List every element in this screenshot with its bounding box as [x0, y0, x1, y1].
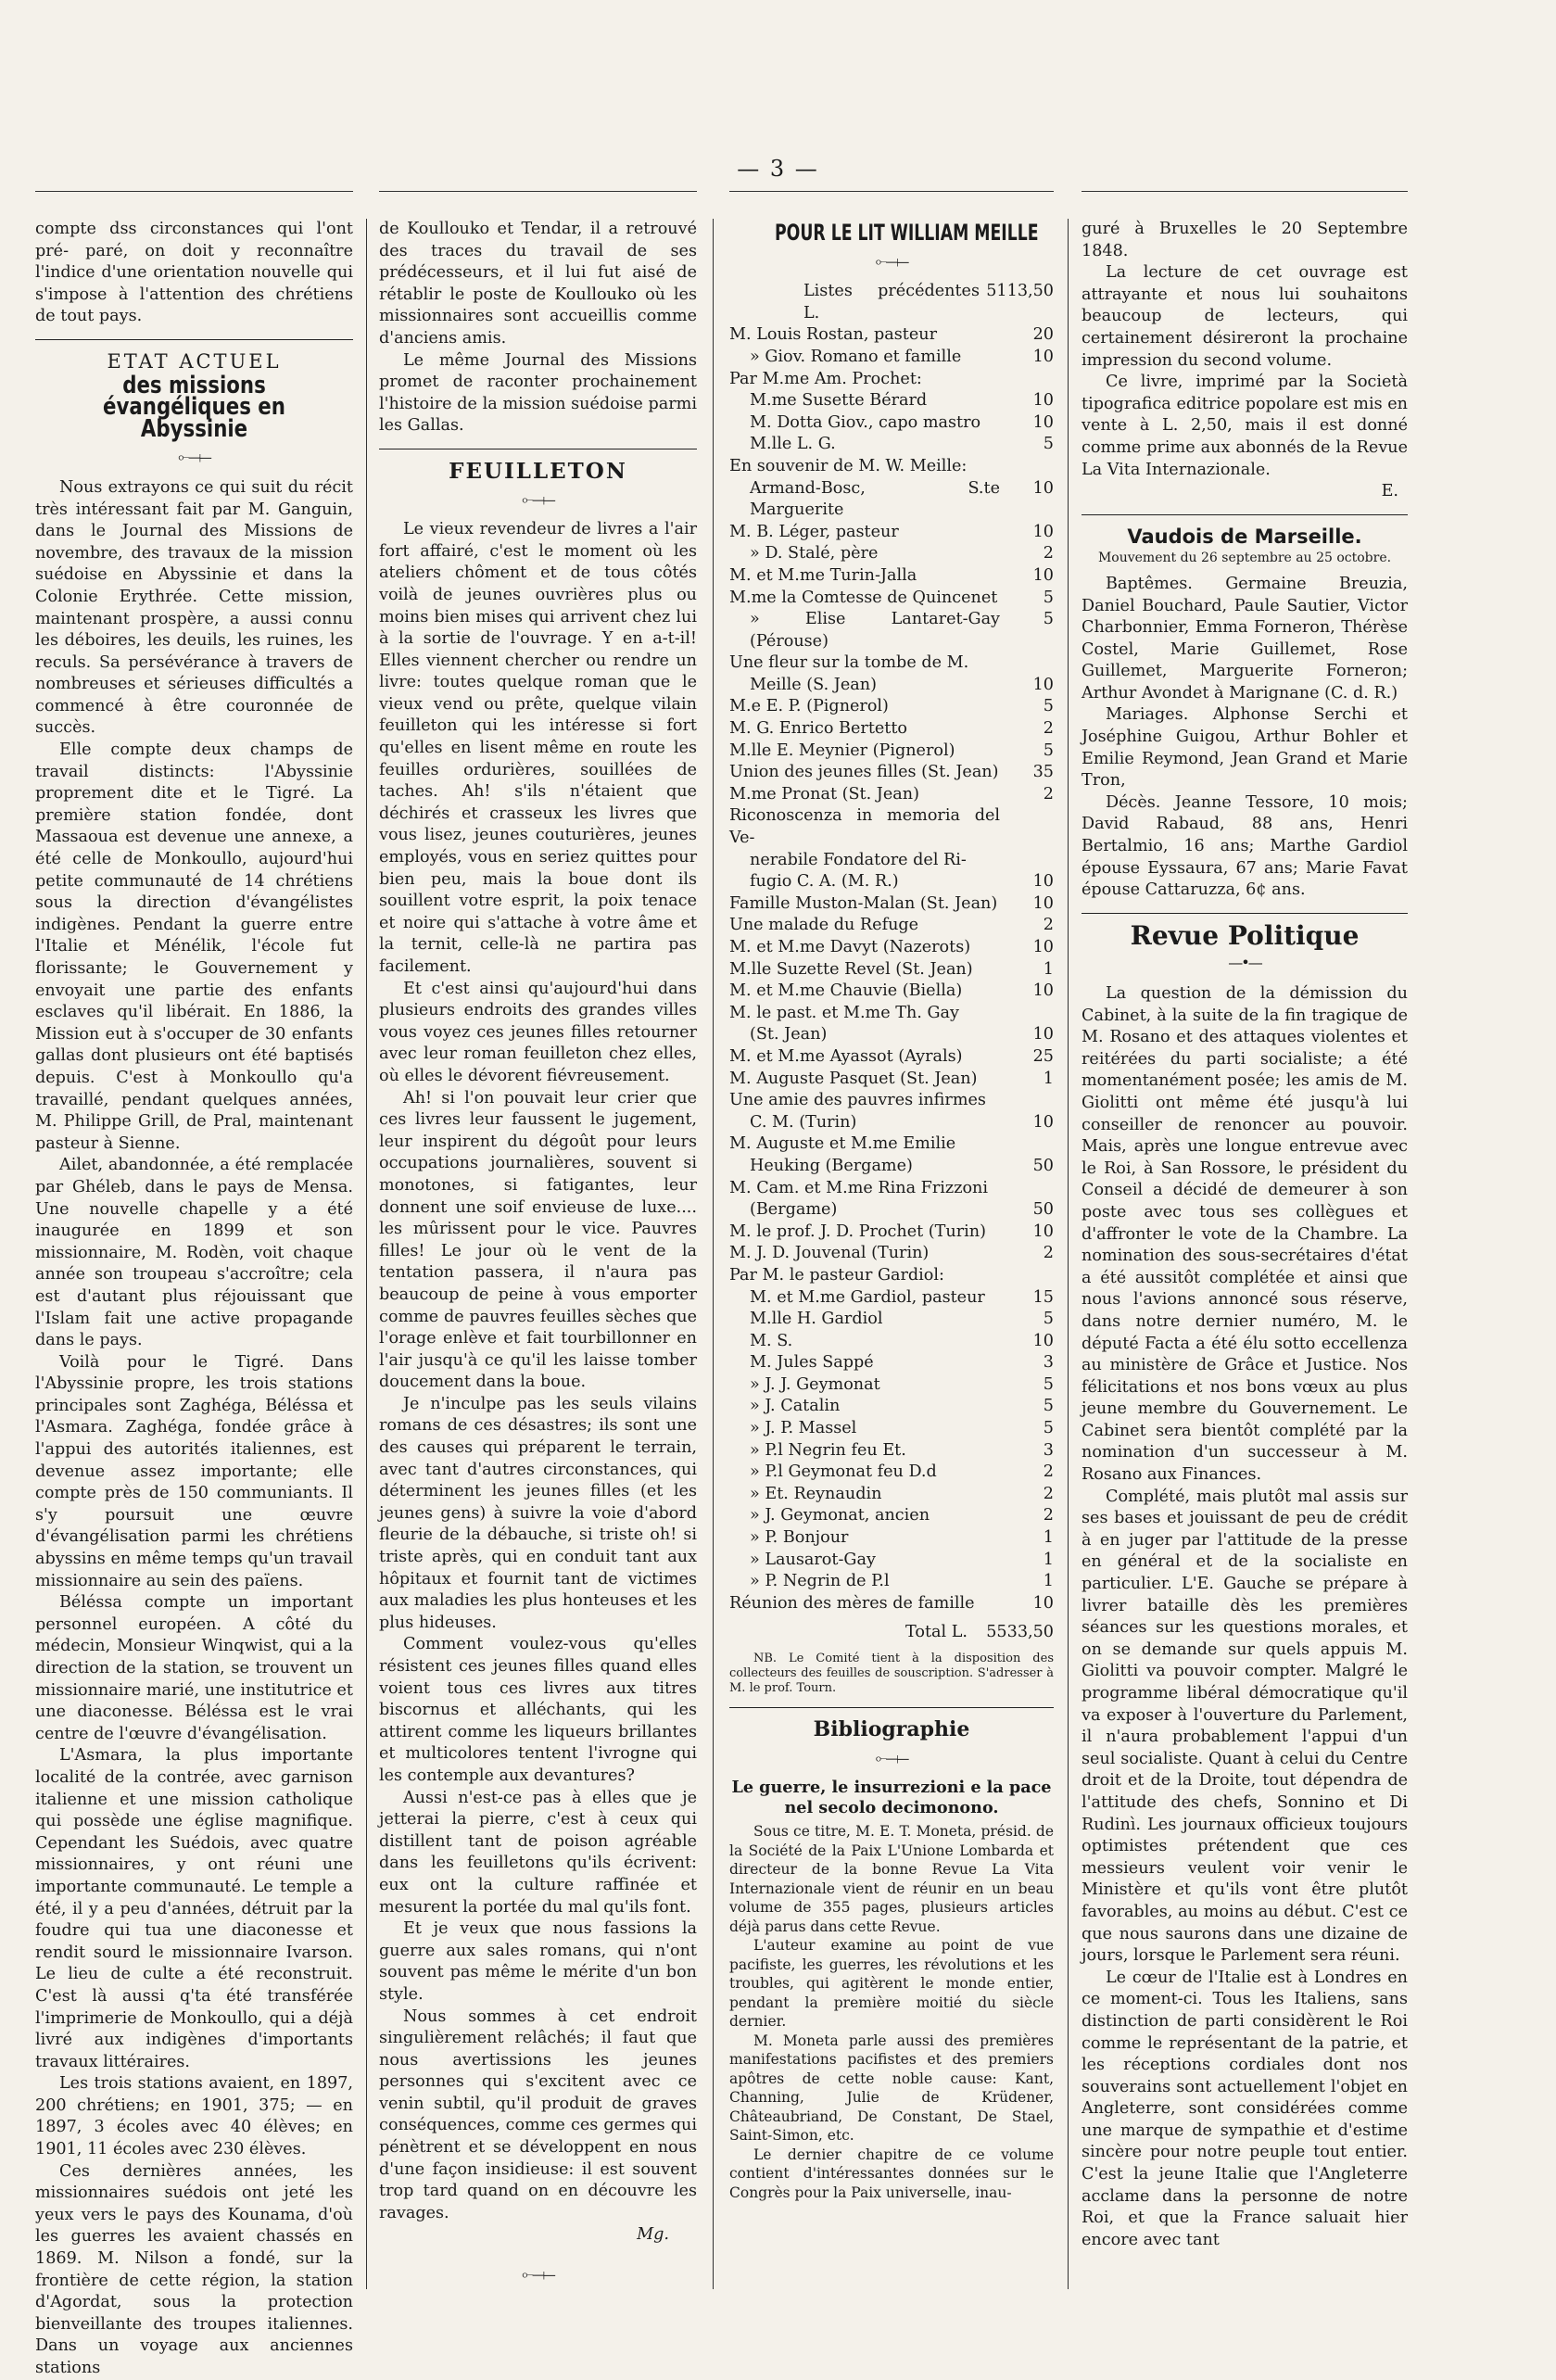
item-label: Une fleur sur la tombe de M. — [729, 653, 969, 673]
top-rule — [1082, 191, 1408, 192]
item-amount: 15 — [1032, 1287, 1054, 1307]
item-amount: 1 — [1043, 959, 1054, 979]
column-2 — [379, 219, 697, 2308]
item-label: » J. P. Massel — [750, 1419, 857, 1438]
listes-amount: 5113,50 — [986, 282, 1054, 301]
list-item — [729, 1550, 1054, 1572]
list-item — [729, 1046, 1054, 1069]
item-amount: 10 — [1032, 347, 1054, 366]
paragraph: Nous sommes à cet endroit singulièrement relâchés; il faut que nous avertissions les jeunes personnes qui s'excitent avec ce venin subtil, qu'il produit de graves conséquences, comme ces germes qui pénètrent et se développent en nous d'une façon insidieuse: il est souvent trop tard quand on en découvre les ravages. — [379, 2007, 697, 2222]
item-amount: 1 — [1043, 1550, 1054, 1569]
item-amount: 10 — [1032, 1112, 1054, 1132]
item-label: Une amie des pauvres infirmes — [729, 1091, 986, 1110]
section-rule — [729, 1707, 1054, 1708]
item-label: M. et M.me Turin-Jalla — [729, 565, 917, 585]
item-label: Une malade du Refuge — [729, 916, 919, 935]
item-amount: 10 — [1032, 1025, 1054, 1044]
item-label: » Lausarot-Gay — [750, 1550, 876, 1569]
paragraph: Et je veux que nous fassions la guerre aux sales romans, qui n'ont souvent pas même le mérite d'un bon style. — [379, 1919, 697, 2004]
list-item — [729, 456, 1054, 478]
list-item — [729, 588, 1054, 610]
item-label: M. J. D. Jouvenal (Turin) — [729, 1244, 930, 1263]
list-item — [729, 1156, 1054, 1178]
column-4 — [1082, 219, 1408, 2308]
item-amount: 35 — [1032, 763, 1054, 782]
list-item — [729, 1593, 1054, 1615]
listes-label: Listes précédentes L. — [803, 282, 980, 323]
list-item — [729, 1287, 1054, 1310]
item-amount — [1000, 1090, 1054, 1112]
list-item — [729, 1484, 1054, 1506]
item-label: C. M. (Turin) — [750, 1112, 857, 1132]
paragraph: M. Moneta parle aussi des premières manifestations pacifistes et des premiers apôtres de cette noble cause: Kant, Channing, Julie de Krüdener, Châteaubriand, De Constant, De Stael, Saint-Simon, etc. — [729, 2032, 1054, 2145]
list-item — [729, 390, 1054, 412]
item-label: M.me Susette Bérard — [750, 391, 928, 411]
list-item — [729, 412, 1054, 435]
page-number: — 3 — — [737, 156, 819, 182]
item-amount: 2 — [1043, 784, 1054, 804]
article-continuation: compte dss circonstances qui l'ont pré- paré, on doit y reconnaître l'indice d'une orientation nouvelle qui s'impose à l'attention des chrétiens de tout pays. — [35, 220, 353, 326]
list-item — [729, 347, 1054, 369]
item-amount: 1 — [1043, 1069, 1054, 1088]
paragraph: Ailet, abandonnée, a été remplacée par Ghéleb, dans le pays de Mensa. Une nouvelle chapelle y a été inaugurée en 1899 et son missionnaire, M. Rodèn, voit chaque année son troupeau s'accroître; cela est d'autant plus réjouissant que l'Islam fait une active propagande dans le pays. — [35, 1156, 353, 1350]
column-divider — [1068, 219, 1069, 2289]
item-amount — [1000, 1265, 1054, 1287]
item-amount: 3 — [1043, 1440, 1054, 1460]
item-label: M. B. Léger, pasteur — [729, 522, 899, 541]
item-label: Famille Muston-Malan (St. Jean) — [729, 893, 998, 913]
ornament-divider: —•— — [1228, 954, 1261, 972]
item-amount: 2 — [1043, 1506, 1054, 1525]
item-label: » P. Bonjour — [750, 1528, 849, 1548]
subscription-rows — [729, 324, 1054, 1614]
list-item — [729, 1112, 1054, 1134]
column-3 — [729, 219, 1054, 2308]
paragraph: Décès. Jeanne Tessore, 10 mois; David Rabaud, 88 ans, Henri Bertalmio, 16 ans; Marthe Gardiol épouse Eyssaura, 67 ans; Marie Favat épouse Cattaruzza, 6¢ ans. — [1082, 792, 1408, 900]
list-item — [729, 1199, 1054, 1222]
paragraph: Complété, mais plutôt mal assis sur ses bases et jouissant de peu de crédit à en juger par l'attitude de la presse en général et de la socialiste en particulier. L'E. Gauche se prépare à livrer bataille dès les premières séances sur les questions morales, et on se demande sur quels appuis M. Giolitti va pouvoir compter. Malgré le programme libéral démocratique qu'il va exposer à l'ouverture du Parlement, il n'aura probablement l'appui d'un seul socialiste. Quant à celui du Centre droit et de la Droite, tout dépendra de l'attitude des chefs, Sonnino et Di Rudinì. Les journaux officieux toujours optimistes prétendent que ces messieurs veulent voir venir le Ministère et qu'ils vont être plutôt favorables, au moins au début. C'est ce que nous saurons dans une dizaine de jours, lorsque le Parlement sera réuni. — [1082, 1487, 1408, 1966]
paragraph: Je n'inculpe pas les seuls vilains romans de ces désastres; ils sont une des causes qui préparent le terrain, avec tant d'autres circonstances, qui déterminent les jeunes filles (et les jeunes gens) à suivre la voie d'abord fleurie de la débauche, si triste oh! si triste après, qui en conduit tant aux hôpitaux et fournit tant de victimes aux maladies les plus honteuses et les plus hideuses. — [379, 1394, 697, 1632]
list-item — [729, 893, 1054, 916]
article-headline: des missions évangéliques en Abyssinie — [103, 371, 285, 443]
item-label: M. et M.me Gardiol, pasteur — [750, 1287, 985, 1307]
item-label: M. S. — [750, 1331, 793, 1350]
item-label: M. Auguste Pasquet (St. Jean) — [729, 1069, 978, 1088]
list-item — [729, 478, 1054, 522]
item-amount — [1000, 456, 1054, 478]
item-amount: 10 — [1032, 981, 1054, 1001]
item-label: M. et M.me Chauvie (Biella) — [729, 981, 963, 1001]
section-rule — [1082, 913, 1408, 914]
list-item — [729, 522, 1054, 544]
top-rule — [35, 191, 353, 192]
item-amount: 10 — [1032, 478, 1054, 498]
top-rule — [729, 191, 1054, 192]
item-amount: 10 — [1032, 675, 1054, 694]
list-item — [729, 324, 1054, 347]
item-label: M. G. Enrico Bertetto — [729, 719, 908, 739]
subscription-list — [729, 281, 1054, 1644]
list-item — [729, 565, 1054, 588]
paragraph: L'Asmara, la plus importante localité de la contrée, avec garnison italienne et une mission catholique qui possède une église magnifique. Cependant les Suédois, avec quatre missionnaires, y ont réuni une importante communauté. Le temple a été, il y a peu d'années, détruit par la foudre qui tua une diaconesse et rendit sourd le missionnaire Ivarson. Le lieu de culte a été reconstruit. C'est là aussi q'ta été transférée l'imprimerie de Monkoullo, qui a déjà livré aux indigènes d'importants travaux littéraires. — [35, 1746, 353, 2071]
list-item — [729, 543, 1054, 565]
item-label: M. Cam. et M.me Rina Frizzoni — [729, 1178, 989, 1197]
vaudois-period: Mouvement du 26 septembre au 25 octobre. — [1097, 551, 1392, 566]
item-label: Réunion des mères de famille — [729, 1593, 975, 1613]
paragraph: Béléssa compte un important personnel européen. A côté du médecin, Monsieur Winqwist, qui a la direction de la station, se trouvent un missionnaire marié, une institutrice et une diaconesse. Béléssa est le vrai centre de l'œuvre d'évangélisation. — [35, 1593, 353, 1743]
list-item — [729, 1069, 1054, 1091]
item-label: M.me Pronat (St. Jean) — [729, 784, 919, 804]
list-item — [729, 1133, 1054, 1156]
item-amount: 5 — [1043, 435, 1054, 454]
signature: Mg. — [637, 2225, 669, 2245]
list-item — [729, 1352, 1054, 1374]
top-rule — [379, 191, 697, 192]
item-amount: 10 — [1032, 1593, 1054, 1613]
item-amount: 10 — [1032, 391, 1054, 411]
list-item — [729, 1462, 1054, 1484]
item-label: M.lle H. Gardiol — [750, 1310, 883, 1329]
item-label: M.e E. P. (Pignerol) — [729, 697, 889, 716]
item-label: M. le past. et M.me Th. Gay — [729, 1003, 959, 1022]
list-item — [729, 1418, 1054, 1440]
list-item — [729, 675, 1054, 697]
item-amount: 2 — [1043, 1244, 1054, 1263]
paragraph: Ces dernières années, les missionnaires suédois ont jeté les yeux vers le pays des Kounama, d'où les guerres les avaient chassés en 1869. M. Nilson a fondé, sur la frontière de cette région, la station d'Agordat, sous la protection bienveillante des troupes italiennes. Dans un voyage aux anciennes stations — [35, 2161, 353, 2377]
list-item — [729, 609, 1054, 652]
item-label: » J. Geymonat, ancien — [750, 1506, 930, 1525]
item-label: Par M. le pasteur Gardiol: — [729, 1265, 944, 1285]
subscription-title: POUR LE LIT WILLIAM MEILLE — [775, 220, 1039, 246]
item-label: » J. Catalin — [750, 1397, 841, 1416]
item-amount: 5 — [1043, 1374, 1054, 1394]
paragraph: Mariages. Alphonse Serchi et Joséphine Guigou, Arthur Bohler et Emilie Reymond, Jean Grand et Marie Tron, — [1082, 705, 1408, 791]
paragraph: Comment voulez-vous qu'elles résistent ces jeunes filles quand elles voient tous ces livres aux titres biscornus et alléchants, qui les attirent comme les liqueurs brillantes et multicolores tentent l'ivrogne qui les contemple aux devantures? — [379, 1635, 697, 1785]
list-item — [729, 1527, 1054, 1550]
list-item — [729, 1440, 1054, 1462]
item-amount: 50 — [1032, 1200, 1054, 1220]
item-label: nerabile Fondatore del Ri- — [750, 850, 967, 869]
item-label: M. le prof. J. D. Prochet (Turin) — [729, 1222, 986, 1241]
total-amount: 5533,50 — [986, 1623, 1054, 1642]
list-item — [729, 805, 1054, 849]
list-item — [729, 1309, 1054, 1331]
item-amount: 5 — [1043, 741, 1054, 760]
ornament-divider: ⟜⟞⟝ — [178, 448, 210, 466]
list-item — [729, 1505, 1054, 1527]
item-label: M. Jules Sappé — [750, 1353, 874, 1373]
item-label: M.lle Suzette Revel (St. Jean) — [729, 959, 973, 979]
list-item — [729, 1265, 1054, 1287]
list-item — [729, 1222, 1054, 1244]
item-amount — [1000, 1003, 1054, 1025]
column-divider — [713, 219, 714, 2289]
item-amount: 50 — [1032, 1156, 1054, 1175]
item-amount: 5 — [1043, 1419, 1054, 1438]
item-label: » Giov. Romano et famille — [750, 347, 962, 366]
item-label: » Elise Lantaret-Gay (Pérouse) — [750, 610, 1000, 651]
list-item — [729, 1331, 1054, 1353]
list-item — [729, 1178, 1054, 1200]
item-label: » D. Stalé, père — [750, 544, 879, 563]
item-label: » Et. Reynaudin — [750, 1484, 882, 1503]
item-amount: 2 — [1043, 916, 1054, 935]
item-amount: 25 — [1032, 1046, 1054, 1066]
item-amount: 3 — [1043, 1353, 1054, 1373]
ornament-divider: ⟜⟞⟝ — [875, 251, 908, 270]
paragraph: Ah! si l'on pouvait leur crier que ces livres leur faussent le jugement, leur inspirent du dégoût pour leurs occupations journalières, souvent si monotones, si fatigantes, leur donnent une soif envieuse de luxe.... les mûrissent pour le vice. Pauvres filles! Le jour où le vent de la tentation passera, il n'aura pas beaucoup de peine à vous emporter comme de pauvres feuilles sèches que l'orage enlève et fait tourbillonner en l'air jusqu'à ce qu'il les laisse tomber doucement dans la boue. — [379, 1088, 697, 1392]
list-item — [729, 1571, 1054, 1593]
item-label: M. et M.me Davyt (Nazerots) — [729, 938, 971, 956]
item-amount: 2 — [1043, 1462, 1054, 1482]
item-amount — [1000, 805, 1054, 849]
nb-note: NB. Le Comité tient à la disposition des collecteurs des feuilles de souscription. S'adresser à M. le prof. Tourn. — [729, 1652, 1054, 1695]
paragraph: Le dernier chapitre de ce volume contient d'intéressantes données sur le Congrès pour la Paix universelle, inau- — [729, 2146, 1054, 2201]
paragraph: Nous extrayons ce qui suit du récit très intéressant fait par M. Ganguin, dans le Journal des Missions de novembre, des travaux de la mission suédoise en Abyssinie et dans la Colonie Erythrée. Cette mission, maintenant prospère, a aussi connu les déboires, les deuils, les ruines, les reculs. Sa persévérance à travers de nombreuses et sérieuses difficultés a commencé à être couronnée de succès. — [35, 477, 353, 738]
list-total — [729, 1622, 1054, 1644]
item-amount — [1000, 850, 1054, 872]
item-label: M.lle E. Meynier (Pignerol) — [729, 741, 955, 760]
list-item — [729, 741, 1054, 763]
item-amount — [1000, 369, 1054, 391]
item-label: » P. Negrin de P.l — [750, 1572, 890, 1591]
paragraph: de Koullouko et Tendar, il a retrouvé des traces du travail de ses prédécesseurs, et il lui fut aisé de rétablir le poste de Koullouko où les missionnaires sont accueillis comme d'anciens amis. — [379, 220, 697, 348]
item-label: M. et M.me Ayassot (Ayrals) — [729, 1046, 963, 1066]
item-label: M. Dotta Giov., capo mastro — [750, 412, 981, 432]
list-item — [729, 871, 1054, 893]
vaudois-title: Vaudois de Marseille. — [1127, 525, 1362, 548]
list-item — [729, 937, 1054, 959]
paragraph: Aussi n'est-ce pas à elles que je jetterai la pierre, c'est à ceux qui distillent tant de poison agréable dans les feuilletons qu'ils écrivent: eux ont la culture raffinée et mesurent la portée du mal qu'ils font. — [379, 1788, 697, 1917]
item-amount: 5 — [1043, 610, 1054, 629]
column-divider — [366, 219, 367, 2289]
item-amount: 10 — [1032, 872, 1054, 892]
item-amount — [1000, 1178, 1054, 1200]
list-item — [729, 959, 1054, 981]
item-amount: 5 — [1043, 1397, 1054, 1416]
feuilleton-title: FEUILLETON — [449, 458, 627, 484]
feuilleton-body — [379, 519, 697, 2247]
item-label: Meille (S. Jean) — [750, 675, 877, 694]
ornament-divider: ⟜⟞⟝ — [875, 1748, 908, 1766]
paragraph: L'auteur examine au point de vue pacifiste, les guerres, les révolutions et les troubles, qui agitèrent le monde entier, pendant la première moitié du siècle dernier. — [729, 1937, 1054, 2031]
item-label: Union des jeunes filles (St. Jean) — [729, 763, 999, 782]
item-amount: 2 — [1043, 1484, 1054, 1503]
item-label: Armand-Bosc, S.te Marguerite — [750, 478, 1000, 520]
item-label: » P.l Negrin feu Et. — [750, 1440, 906, 1460]
paragraph: La question de la démission du Cabinet, à la suite de la fin tragique de M. Rosano et des attaques violentes et reitérées du parti socialiste; a été momentanément posée; les amis de M. Giolitti ont même été jusqu'à lui conseiller de renoncer au pouvoir. Mais, après une longue entrevue avec le Roi, à San Rossore, le président du Conseil a décidé de demeurer à son poste avec tous ses collègues et d'affronter le vote de la Chambre. La nomination des sous-secrétaires d'état a été aussitôt complétée et ainsi que nous l'avions annoncé sous réserve, dans notre dernier numéro, M. le député Facta a été élu sotto eccellenza au ministère de Grâce et Justice. Nos félicitations et nos bons vœux au plus jeune membre du Gouvernement. Le Cabinet sera bientôt complété par la nomination d'un successeur à M. Rosano aux Finances. — [1082, 984, 1408, 1485]
item-label: M.me la Comtesse de Quincenet — [729, 588, 998, 607]
item-label: M. Louis Rostan, pasteur — [729, 325, 938, 345]
item-amount: 10 — [1032, 938, 1054, 956]
ornament-divider: ⟜⟞⟝ — [522, 489, 554, 508]
item-amount: 1 — [1043, 1572, 1054, 1591]
item-amount — [1000, 652, 1054, 675]
paragraph: Et c'est ainsi qu'aujourd'hui dans plusieurs endroits des grandes villes vous voyez ces jeunes filles retourner avec leur roman feuilleton chez elles, où elles le dévorent fiévreusement. — [379, 979, 697, 1085]
list-item — [729, 696, 1054, 718]
list-item — [729, 1003, 1054, 1025]
item-label: En souvenir de M. W. Meille: — [729, 456, 968, 475]
bibliography-title: Bibliographie — [813, 1717, 970, 1741]
list-item — [729, 981, 1054, 1003]
item-label: (St. Jean) — [750, 1025, 828, 1044]
item-amount: 10 — [1032, 522, 1054, 541]
item-label: » P.l Geymonat feu D.d — [750, 1462, 937, 1482]
list-item — [729, 434, 1054, 456]
item-amount: 10 — [1032, 1222, 1054, 1241]
item-amount: 10 — [1032, 1331, 1054, 1350]
item-label: fugio C. A. (M. R.) — [750, 872, 899, 892]
bibliography-body — [729, 1822, 1054, 2202]
item-amount: 5 — [1043, 1310, 1054, 1329]
list-item — [729, 718, 1054, 741]
list-item — [729, 1090, 1054, 1112]
list-item — [729, 1243, 1054, 1265]
item-amount: 10 — [1032, 412, 1054, 432]
total-label: Total L. — [905, 1623, 968, 1642]
list-item — [729, 1024, 1054, 1046]
paragraph: Le cœur de l'Italie est à Londres en ce moment-ci. Tous les Italiens, sans distinction de parti considèrent le Roi comme le représentant de la patrie, et les réceptions cordiales dont nos souverains sont actuellement l'objet en Angleterre, sont considérées comme une marque de sympathie et d'estime sincère pour notre peuple tout entier. C'est la jeune Italie que l'Angleterre acclame dans la personne de notre Roi, et que la France saluait hier encore avec tant — [1082, 1968, 1408, 2249]
section-rule — [35, 339, 353, 340]
item-label: M. Auguste et M.me Emilie — [729, 1134, 956, 1154]
paragraph: Le même Journal des Missions promet de raconter prochainement l'histoire de la mission suédoise parmi les Gallas. — [379, 350, 697, 436]
paragraph: guré à Bruxelles le 20 Septembre 1848. — [1082, 220, 1408, 260]
ornament-divider: ⟜⟞⟝ — [522, 2265, 554, 2284]
section-rule — [1082, 514, 1408, 515]
item-amount: 2 — [1043, 719, 1054, 739]
item-amount: 20 — [1032, 325, 1054, 345]
list-item — [729, 1396, 1054, 1418]
item-label: Heuking (Bergame) — [750, 1156, 913, 1175]
paragraph: Sous ce titre, M. E. T. Moneta, présid. de la Société de la Paix L'Unione Lombarda et directeur de la bonne Revue La Vita Internazionale vient de réunir en un beau volume de 355 pages, plusieurs articles déjà parus dans cette Revue. — [729, 1823, 1054, 1935]
list-item — [729, 784, 1054, 806]
list-item — [729, 762, 1054, 784]
item-label: Riconoscenza in memoria del Ve- — [729, 806, 1000, 848]
list-item — [729, 850, 1054, 872]
paragraph: Le vieux revendeur de livres a l'air fort affairé, c'est le moment où les ateliers chôment et de tous côtés voilà de jeunes ouvrières plus ou moins bien mises qui arrivent chez lui à la sortie de l'ouvrage. Y en a-t-il! Elles viennent chercher ou rendre un livre: toutes quelque roman que le vieux vend ou prête, quelque vilain feuilleton qui les intéresse si fort qu'elles en lisent même en route les feuilles ordurières, souillées de taches. Ah! s'ils n'étaient que déchirés et crasseux les livres que vous lisez, jeunes couturières, jeunes employés, vous en seriez quittes pour bien peu, mais la boue dont ils souillent votre esprit, la poix tenace et noire qui s'attache à votre âme et la ternit, celle-là ne partira pas facilement. — [379, 520, 697, 976]
item-amount: 5 — [1043, 588, 1054, 607]
paragraph: Elle compte deux champs de travail distincts: l'Abyssinie proprement dite et le Tigré. La première station fondée, dont Massaoua est devenue une annexe, a été celle de Monkoullo, aujourd'hui petite communauté de 14 chrétiens sous la direction d'évangélistes indigènes. Pendant la guerre entre l'Italie et Ménélik, l'école fut florissante; le Gouvernement y envoyait une partie des enfants esclaves qu'il libérait. En 1886, la Mission eut à s'occuper de 30 enfants gallas dont plusieurs ont été baptisés depuis. C'est à Monkoullo qu'a travaillé, pendant quelques années, M. Philippe Grill, de Pral, maintenant pasteur à Sienne. — [35, 741, 353, 1153]
item-label: M.lle L. G. — [750, 435, 836, 454]
list-item — [729, 369, 1054, 391]
paragraph: Ce livre, imprimé par la Società tipografica editrice popolare est mis en vente à L. 2,50, mais il est donné comme prime aux abonnés de la Revue La Vita Internazionale. — [1082, 373, 1408, 479]
paragraph: Les trois stations avaient, en 1897, 200 chrétiens; en 1901, 375; — en 1897, 3 écoles avec 40 élèves; en 1901, 11 écoles avec 230 élèves. — [35, 2074, 353, 2159]
revue-title: Revue Politique — [1130, 919, 1360, 951]
item-label: Par M.me Am. Prochet: — [729, 369, 922, 388]
paragraph: Baptêmes. Germaine Breuzia, Daniel Bouchard, Paule Sautier, Victor Charbonnier, Emma Forneron, Thérèse Costel, Marie Guillemet, Rose Guillemet, Marguerite Forneron; Arthur Avondet à Marignane (C. d. R.) — [1082, 574, 1408, 703]
signature: E. — [1381, 482, 1398, 501]
paragraph: Voilà pour le Tigré. Dans l'Abyssinie propre, les trois stations principales sont Zaghéga, Béléssa et l'Asmara. Zaghéga, fondée grâce à l'appui des autorités italiennes, est devenue assez importante; elle compte près de 150 communiants. Il s'y poursuit une œuvre d'évangélisation parmi les chrétiens abyssins en même temps qu'un travail missionnaire au sein des païens. — [35, 1352, 353, 1590]
list-item — [729, 652, 1054, 675]
item-amount: 10 — [1032, 893, 1054, 913]
column-1 — [35, 219, 353, 2377]
article-kicker: ETAT ACTUEL — [107, 349, 282, 373]
book-title: Le guerre, le insurrezioni e la pace nel secolo decimonono. — [731, 1778, 1052, 1818]
article-body — [35, 477, 353, 2380]
item-amount: 1 — [1043, 1528, 1054, 1548]
item-amount: 2 — [1043, 544, 1054, 563]
list-item — [729, 1374, 1054, 1397]
item-label: (Bergame) — [750, 1200, 838, 1220]
item-amount — [1000, 1133, 1054, 1156]
paragraph: La lecture de cet ouvrage est attrayante et nous lui souhaitons beaucoup de lecteurs, qui certainement désireront la prochaine impression du second volume. — [1082, 263, 1408, 370]
item-amount: 5 — [1043, 697, 1054, 716]
list-item — [729, 915, 1054, 937]
item-label: » J. J. Geymonat — [750, 1374, 880, 1394]
item-amount: 10 — [1032, 565, 1054, 585]
list-item — [729, 281, 1054, 324]
